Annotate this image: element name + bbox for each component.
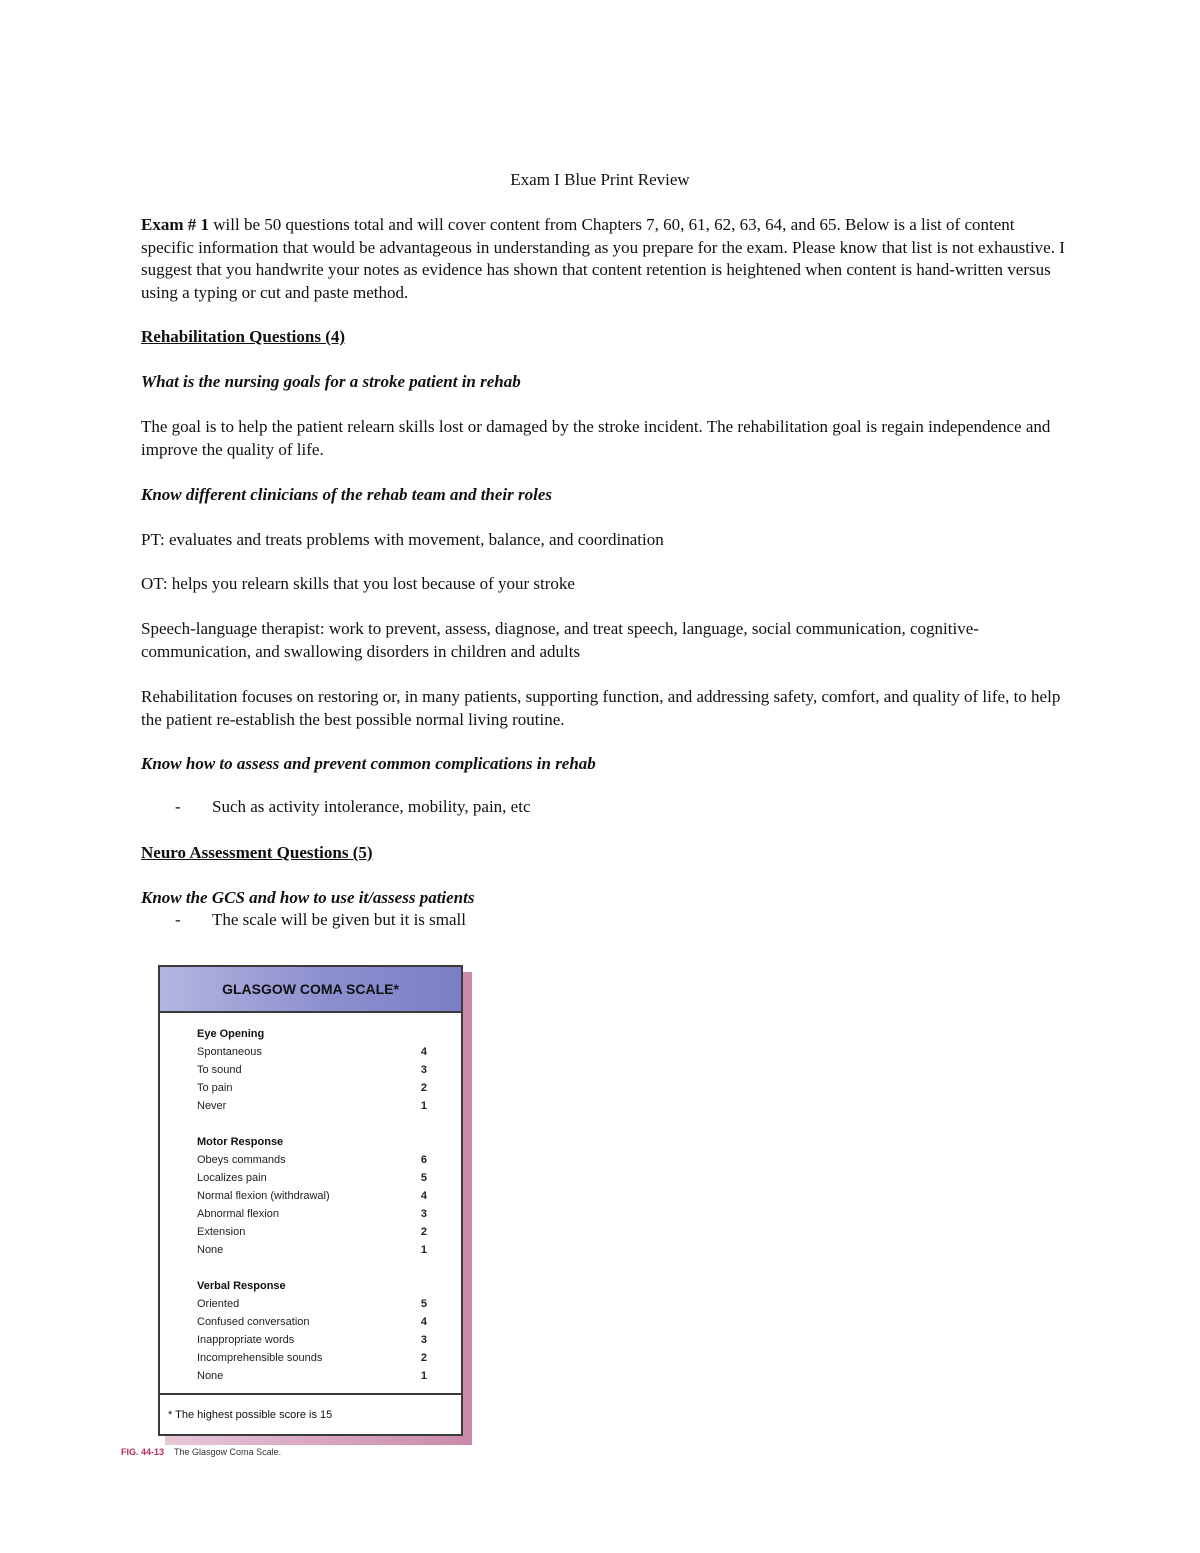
gcs-row-label: Localizes pain (197, 1172, 267, 1184)
gcs-row-label: None (197, 1244, 224, 1256)
rehab-question-complications: Know how to assess and prevent common complications in rehab (141, 754, 596, 773)
gcs-row-label: To pain (197, 1082, 233, 1094)
gcs-row-score: 1 (420, 1244, 427, 1256)
figure-caption-label: FIG. 44-13 (121, 1447, 165, 1457)
gcs-row (197, 1064, 427, 1076)
intro-paragraph (141, 214, 1066, 304)
rehab-answer-goals: The goal is to help the patient relearn skills lost or damaged by the stroke incident. The rehabilitation goal is regain independence and improve the quality of life. (141, 417, 1051, 459)
gcs-row (197, 1244, 427, 1256)
gcs-row-label: Spontaneous (197, 1046, 262, 1058)
figure-caption (121, 1447, 281, 1457)
rehab-focus-paragraph: Rehabilitation focuses on restoring or, in many patients, supporting function, and addressing safety, comfort, and quality of life, to help the patient re-establish the best possible normal living routine. (141, 687, 1061, 729)
gcs-row-label: Extension (197, 1226, 246, 1238)
gcs-row-score: 1 (420, 1100, 427, 1112)
gcs-row-score: 2 (420, 1352, 427, 1364)
intro-text: will be 50 questions total and will cover content from Chapters 7, 60, 61, 62, 63, 64, and 65. Below is a list of content specific information that would be advantageous in understanding as you prepare for the exam. Please know that list is not exhaustive. I suggest that you handwrite your notes as evidence has shown that content retention is heightened when content is hand-written versus using a typing or cut and paste method. (141, 215, 1065, 302)
gcs-row (197, 1316, 427, 1328)
gcs-row-score: 4 (420, 1046, 427, 1058)
gcs-motor-heading: Motor Response (197, 1136, 284, 1148)
gcs-row (197, 1046, 427, 1058)
ot-role: OT: helps you relearn skills that you lost because of your stroke (141, 574, 575, 593)
gcs-row-label: Confused conversation (197, 1316, 310, 1328)
rehab-heading: Rehabilitation Questions (4) (141, 327, 346, 346)
gcs-row (197, 1100, 427, 1112)
gcs-row-label: Abnormal flexion (197, 1208, 279, 1220)
gcs-row (197, 1208, 427, 1220)
gcs-row-label: Never (197, 1100, 227, 1112)
gcs-figure (158, 965, 463, 1436)
gcs-row-label: Obeys commands (197, 1154, 286, 1166)
gcs-row (197, 1298, 427, 1310)
bullet-dash: - (175, 797, 181, 816)
gcs-row-score: 3 (420, 1064, 427, 1076)
gcs-row-label: Incomprehensible sounds (197, 1352, 323, 1364)
bullet-dash: - (175, 910, 181, 929)
gcs-row-score: 6 (420, 1154, 427, 1166)
gcs-title: GLASGOW COMA SCALE* (160, 967, 461, 1013)
complications-bullet: Such as activity intolerance, mobility, pain, etc (212, 797, 531, 816)
gcs-row (197, 1334, 427, 1346)
rehab-question-goals: What is the nursing goals for a stroke patient in rehab (141, 372, 521, 391)
gcs-row (197, 1172, 427, 1184)
intro-lead: Exam # 1 (141, 215, 209, 234)
gcs-row-label: Inappropriate words (197, 1334, 295, 1346)
slp-role: Speech-language therapist: work to prevent, assess, diagnose, and treat speech, language, social communication, cognitive-communication, and swallowing disorders in children and adults (141, 619, 979, 661)
gcs-row (197, 1154, 427, 1166)
gcs-row-score: 4 (420, 1316, 427, 1328)
gcs-verbal-heading: Verbal Response (197, 1280, 286, 1292)
neuro-question-gcs: Know the GCS and how to use it/assess patients (141, 888, 475, 907)
gcs-row (197, 1082, 427, 1094)
gcs-eye-heading: Eye Opening (197, 1028, 265, 1040)
pt-role: PT: evaluates and treats problems with movement, balance, and coordination (141, 530, 664, 549)
gcs-row-score: 3 (420, 1334, 427, 1346)
gcs-row (197, 1370, 427, 1382)
rehab-question-clinicians: Know different clinicians of the rehab team and their roles (141, 485, 553, 504)
neuro-heading: Neuro Assessment Questions (5) (141, 843, 373, 862)
gcs-row-score: 2 (420, 1226, 427, 1238)
gcs-row (197, 1226, 427, 1238)
gcs-row-score: 5 (420, 1298, 427, 1310)
gcs-row-score: 4 (420, 1190, 427, 1202)
gcs-row (197, 1352, 427, 1364)
document-title: Exam I Blue Print Review (510, 170, 690, 189)
gcs-row (197, 1190, 427, 1202)
gcs-row-label: Normal flexion (withdrawal) (197, 1190, 330, 1202)
gcs-row-score: 5 (420, 1172, 427, 1184)
figure-caption-text: The Glasgow Coma Scale. (174, 1447, 282, 1457)
gcs-footnote: * The highest possible score is 15 (160, 1393, 461, 1434)
gcs-row-score: 1 (420, 1370, 427, 1382)
gcs-row-score: 2 (420, 1082, 427, 1094)
gcs-row-label: Oriented (197, 1298, 240, 1310)
gcs-row-label: None (197, 1370, 224, 1382)
gcs-bullet: The scale will be given but it is small (212, 910, 467, 929)
gcs-row-label: To sound (197, 1064, 242, 1076)
gcs-row-score: 3 (420, 1208, 427, 1220)
